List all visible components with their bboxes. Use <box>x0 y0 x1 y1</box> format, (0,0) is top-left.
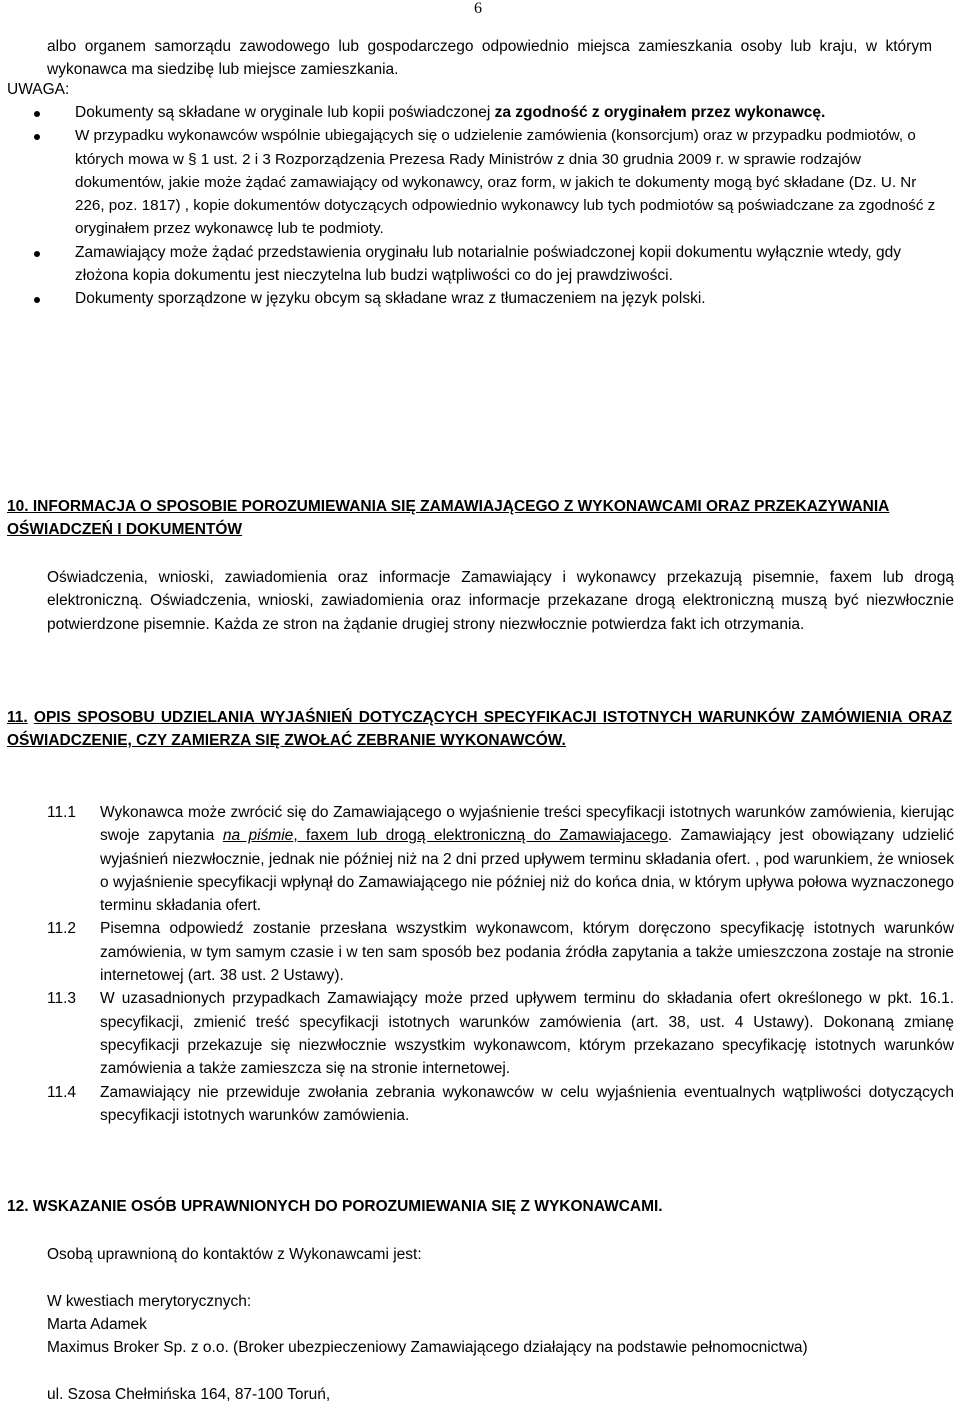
item-text: Zamawiający nie przewiduje zwołania zebrania wykonawców w celu wyjaśnienia eventualnych wątpliwości dotyczących specyfikacji istotnych warunków zamówienia. <box>100 1083 954 1124</box>
section-12-heading: 12. WSKAZANIE OSÓB UPRAWNIONYCH DO POROZUMIEWANIA SIĘ Z WYKONAWCAMI. <box>7 1198 663 1215</box>
bullet-item <box>0 287 940 310</box>
contact-address: ul. Szosa Chełmińska 164, 87-100 Toruń, <box>47 1386 331 1403</box>
item-number: 11.4 <box>47 1083 77 1101</box>
bullet-text: Dokumenty są składane w oryginale lub kopii poświadczonej <box>75 104 495 121</box>
uwaga-label: UWAGA: <box>7 81 70 98</box>
item-text: W uzasadnionych przypadkach Zamawiający może przed upływem terminu do składania ofert określonego w pkt. 16.1. specyfikacji, zmienić treść specyfikacji istotnych warunków zamówienia (art. 38, ust. 4 Ustawy). Dokonaną zmianę specyfikacji przekazuje się niezwłocznie wszystkim wykonawcom, którym przekazano specyfikację istotnych warunków zamówienia a także zamieszcza się na stronie internetowej. <box>100 990 954 1078</box>
list-item-11-2 <box>47 917 954 987</box>
bullet-dot-icon <box>34 111 40 117</box>
bullet-text: W przypadku wykonawców wspólnie ubiegających się o udzielenie zamówienia (konsorcjum) oraz w przypadku podmiotów, o których mowa w § 1 ust. 2 i 3 Rozporządzenia Prezesa Rady Ministrów z dnia 30 grudnia 2009 r. w sprawie rodzajów dokumentów, jakie może żądać zamawiający od wykonawcy, oraz form, w jakich te dokumenty mogą być składane (Dz. U. Nr 226, poz. 1817) , kopie dokumentów dotyczących odpowiednio wykonawcy lub tych podmiotów są poświadczane za zgodność z oryginałem przez wykonawcę lub te podmioty. <box>75 127 936 238</box>
section-10-body: Oświadczenia, wnioski, zawiadomienia oraz informacje Zamawiający i wykonawcy przekazują pisemnie, faxem lub drogą elektroniczną. Oświadczenia, wnioski, zawiadomienia oraz informacje przekazane drogą elektroniczną muszą być niezwłocznie potwierdzone pisemnie. Każda ze stron na żądanie drugiej strony niezwłocznie potwierdza fakt ich otrzymania. <box>47 569 954 633</box>
item-text: . Zamawiający jest obowiązany udzielić wyjaśnień niezwłocznie, jednak nie później niż na 2 dni przed upływem terminu składania ofert. , pod warunkiem, że wniosek o wyjaśnienie specyfikacji wpłynął do Zamawiającego nie później niż do końca dnia, w którym upływa połowa wyznaczonego terminu składania ofert. <box>100 827 954 915</box>
section-11-heading-text: OPIS SPOSOBU UDZIELANIA WYJAŚNIEŃ DOTYCZĄCYCH SPECYFIKACJI ISTOTNYCH WARUNKÓW ZAMÓWIENIA ORAZ OŚWIADCZENIE, CZY ZAMIERZA SIĘ ZWOŁAĆ ZEBRANIE WYKONAWCÓW. <box>7 709 952 750</box>
bullet-bold-text: za zgodność z oryginałem przez wykonawcę. <box>494 104 826 121</box>
item-number: 11.3 <box>47 990 77 1008</box>
bullet-dot-icon <box>34 251 40 257</box>
page-number: 6 <box>474 0 482 17</box>
bullet-text: Dokumenty sporządzone w języku obcym są składane wraz z tłumaczeniem na język polski. <box>75 290 706 308</box>
bullet-text: Zamawiający może żądać przedstawienia oryginału lub notarialnie poświadczonej kopii dokumentu wyłącznie wtedy, gdy złożona kopia dokumentu jest nieczytelna lub budzi wątpliwości co do jej prawdziwości. <box>75 243 901 285</box>
contact-intro: Osobą uprawnioną do kontaktów z Wykonawcami jest: <box>47 1246 422 1263</box>
item-text: Pisemna odpowiedź zostanie przesłana wszystkim wykonawcom, którym doręczono specyfikację istotnych warunków zamówienia, w tym samym czasie i w ten sam sposób bez podania źródła zapytania a także umieszczona zostaje na stronie internetowej (art. 38 ust. 2 Ustawy). <box>100 920 954 985</box>
bullet-item <box>0 124 940 240</box>
item-number: 11.1 <box>47 804 77 821</box>
list-item-11-1 <box>47 801 954 917</box>
section-10-heading-text: 10. INFORMACJA O SPOSOBIE POROZUMIEWANIA SIĘ ZAMAWIAJĄCEGO Z WYKONAWCAMI ORAZ PRZEKAZYWANIA OŚWIADCZEŃ I DOKUMENTÓW <box>7 498 890 539</box>
item-underlined-italic: na piśmie <box>222 827 294 845</box>
contact-topic: W kwestiach merytorycznych: <box>47 1293 252 1310</box>
uwaga-bullet-list <box>0 101 940 311</box>
intro-paragraph: albo organem samorządu zawodowego lub gospodarczego odpowiednio miejsca zamieszkania osoby lub kraju, w którym wykonawca ma siedzibę lub miejsce zamieszkania. <box>47 38 932 79</box>
bullet-dot-icon <box>34 297 40 303</box>
item-text: Wykonawca może zwrócić się do Zamawiającego o wyjaśnienie treści specyfikacji istotnych warunków zamówienia, kierując swoje zapytania <box>100 804 954 845</box>
bullet-item <box>0 101 940 124</box>
bullet-dot-icon <box>34 134 40 140</box>
contact-company: Maximus Broker Sp. z o.o. (Broker ubezpieczeniowy Zamawiającego działający na podstawie pełnomocnictwa) <box>47 1339 808 1356</box>
list-item-11-3 <box>47 987 954 1080</box>
section-10-heading <box>7 495 952 542</box>
list-item-11-4 <box>47 1081 954 1128</box>
contact-name: Marta Adamek <box>47 1316 147 1333</box>
item-underlined: , faxem lub drogą elektroniczną do Zamawiajacego <box>293 827 668 845</box>
bullet-item <box>0 241 940 288</box>
section-11-heading <box>7 706 952 753</box>
section-11-list <box>47 801 954 1127</box>
section-11-heading-num: 11. <box>7 709 28 726</box>
item-number: 11.2 <box>47 920 77 938</box>
